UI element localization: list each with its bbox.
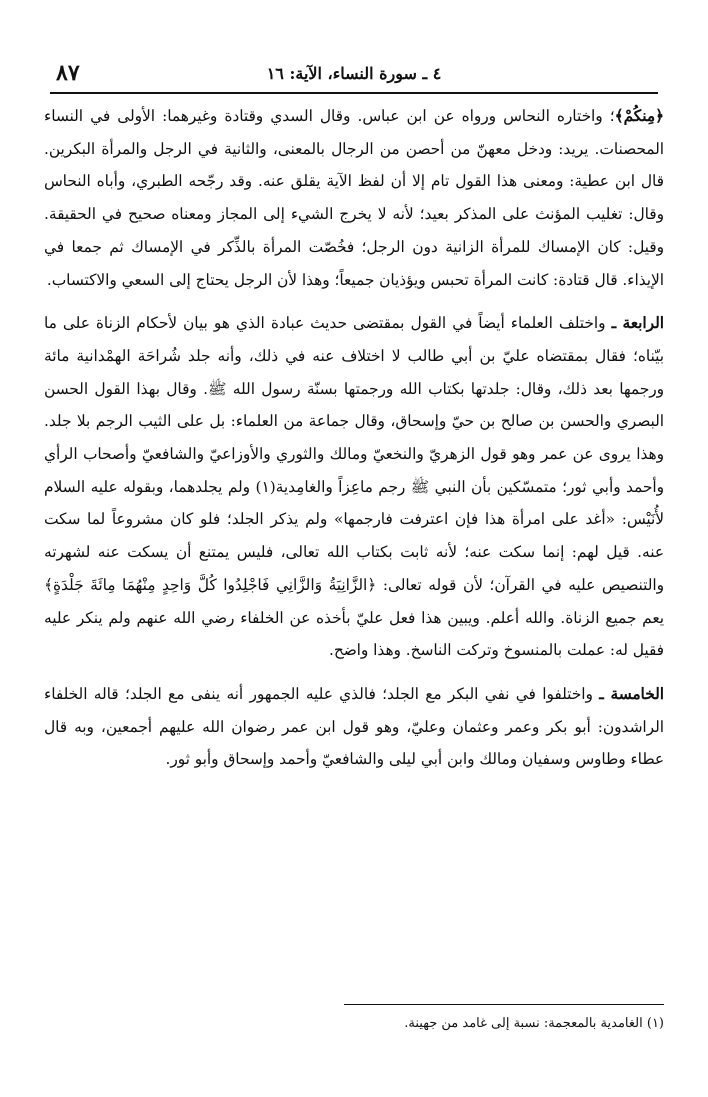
paragraph-2	[44, 307, 664, 667]
paragraph-3	[44, 678, 664, 776]
quran-reference: ﴿مِنكُمْ﴾	[614, 107, 664, 125]
running-title: ٤ ـ سورة النساء، الآية: ١٦	[266, 64, 442, 83]
footnote-rule	[344, 1004, 664, 1005]
paragraph-3-text: واختلفوا في نفي البكر مع الجلد؛ فالذي عليه الجمهور أنه ينفى مع الجلد؛ قاله الخلفاء الراشدون: أبو بكر وعمر وعثمان وعليّ، وهو قول ابن عمر رضوان الله عليهم أجمعين، وبه قال عطاء وطاوس وسفيان ومالك وابن أبي ليلى والشافعيّ وأحمد وإسحاق وأبو ثور.	[44, 684, 664, 769]
paragraph-2-text: واختلف العلماء أيضاً في القول بمقتضى حديث عبادة الذي هو بيان لأحكام الزناة على ما بيّناه؛ فقال بمقتضاه عليّ بن أبي طالب لا اختلاف عنه في ذلك، وأنه جلد شُراحَة الهمْدانية مائة ورجمها بعد ذلك، وقال: جلدتها بكتاب الله ورجمتها بسنّة رسول الله ﷺ. وقال بهذا القول الحسن البصري والحسن بن صالح بن حيّ وإسحاق، وقال جماعة من العلماء: بل على الثيب الرجم بلا جلد. وهذا يروى عن عمر وهو قول الزهريّ والنخعيّ ومالك والثوري والأوزاعيّ والشافعيّ وأصحاب الرأي وأحمد وأبي ثور؛ متمسّكين بأن النبي ﷺ رجم ماعِزاً والغامِدية(١) ولم يجلدهما، وبقوله عليه السلام لأُنَيْس: «أغد على امرأة هذا فإن اعترفت فارجمها» ولم يذكر الجلد؛ فلو كان مشروعاً لما سكت عنه. قيل لهم: إنما سكت عنه؛ لأنه ثابت بكتاب الله تعالى، فليس يمتنع أن يسكت عنه لشهرته والتنصيص عليه في القرآن؛ لأن قوله تعالى: ﴿الزَّانِيَةُ وَالزَّانِي فَاجْلِدُوا كُلَّ وَاحِدٍ مِنْهُمَا مِائَةَ جَلْدَةٍ﴾ يعم جميع الزناة. والله أعلم. ويبين هذا فعل عليّ بأخذه عن الخلفاء رضي الله عنهم ولم ينكر عليه فقيل له: عملت بالمنسوخ وتركت الناسخ. وهذا واضح.	[44, 314, 664, 660]
section-heading-fifth: الخامسة ـ	[599, 684, 664, 703]
section-heading-fourth: الرابعة ـ	[611, 314, 664, 333]
main-text	[44, 100, 664, 776]
header-rule	[50, 92, 658, 94]
page-header	[50, 60, 658, 92]
footnote: (١) الغامدية بالمعجمة: نسبة إلى غامد من جهينة.	[404, 1016, 664, 1031]
page-number: ٨٧	[56, 60, 80, 86]
paragraph-1	[44, 100, 664, 296]
paragraph-1-text: ؛ واختاره النحاس ورواه عن ابن عباس. وقال السدي وقتادة وغيرهما: الأولى في النساء المحصنات. يريد: ودخل معهنّ من أحصن من الرجال بالمعنى، والثانية في الرجل والمرأة البكرين. قال ابن عطية: ومعنى هذا القول تام إلا أن لفظ الآية يقلق عنه. وقد رجّحه الطبري، وأباه النحاس وقال: تغليب المؤنث على المذكر بعيد؛ لأنه لا يخرج الشيء إلى المجاز ومعناه صحيح في الحقيقة. وقيل: كان الإمساك للمرأة الزانية دون الرجل؛ فخُصّت المرأة بالذِّكر في الإمساك ثم جمعا في الإيذاء. قال قتادة: كانت المرأة تحبس ويؤذيان جميعاً؛ وهذا لأن الرجل يحتاج إلى السعي والاكتساب.	[44, 107, 664, 289]
